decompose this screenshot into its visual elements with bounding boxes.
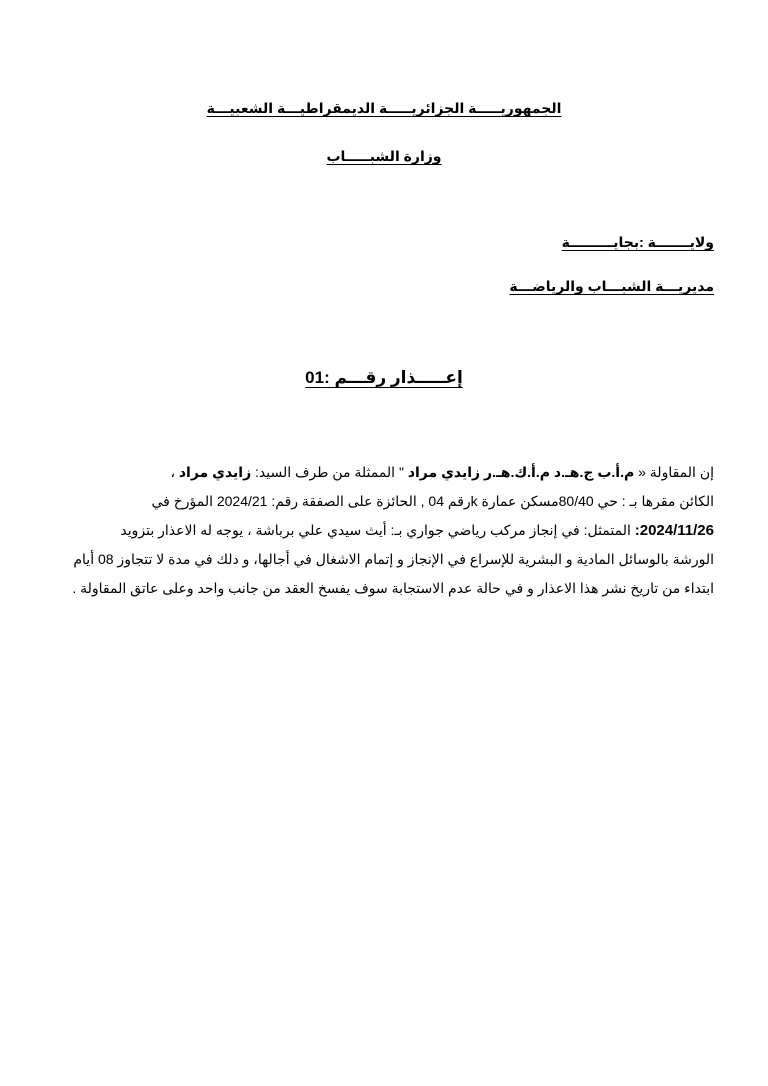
line2-text: الكائن مقرها بـ : حي 80/40مسكن عمارة kرقم 04 , الحائزة على الصفقة رقم: 2024/21 المؤرخ في	[151, 493, 714, 509]
body-line-2	[54, 487, 714, 516]
line1-mid: " الممثلة من طرف السيد:	[255, 464, 404, 480]
line1-prefix: إن المقاولة «	[638, 464, 714, 480]
line5-text: ابتداء من تاريخ نشر هذا الاعذار و في حالة عدم الاستجابة سوف يفسخ العقد من جانب واحد وعلى عاتق المقاولة .	[72, 580, 714, 596]
notice-body	[54, 458, 714, 603]
wilaya-text: ولايـــــــة :بجايـــــــــة	[561, 234, 714, 250]
line1-suffix: ،	[170, 464, 175, 480]
document-title	[0, 368, 768, 388]
body-line-5	[54, 574, 714, 603]
document-title-text: إعـــــذار رقـــم :01	[305, 368, 463, 387]
republic-header-text: الجمهوريـــــة الجزائريـــــة الديمقراطيـــة الشعبيـــة	[206, 100, 562, 116]
company-name: م.أ.ب ج.هـ.د م.أ.ك.هـ.ر زايدي مراد	[407, 464, 635, 480]
directorate-text: مديريـــة الشبـــاب والرياضـــة	[509, 278, 714, 294]
line4-text: الورشة بالوسائل المادية و البشرية للإسراع في الإنجاز و إتمام الاشغال في أجالها، و دلك في مدة لا تتجاوز 08 أيام	[73, 551, 714, 567]
contract-date: 2024/11/26:	[634, 522, 714, 539]
representative-name: زايدي مراد	[178, 464, 252, 480]
body-line-1	[54, 458, 714, 487]
wilaya-header	[562, 234, 714, 251]
directorate-header	[509, 278, 714, 295]
line3-text: المتمثل: في إنجاز مركب رياضي جواري بـ: أيث سيدي علي برباشة ، يوجه له الاعذار بتزويد	[120, 522, 631, 538]
ministry-header-text: وزارة الشبـــــاب	[326, 148, 442, 164]
republic-header	[0, 100, 768, 117]
body-line-4	[54, 545, 714, 574]
ministry-header	[0, 148, 768, 165]
body-line-3	[54, 516, 714, 545]
